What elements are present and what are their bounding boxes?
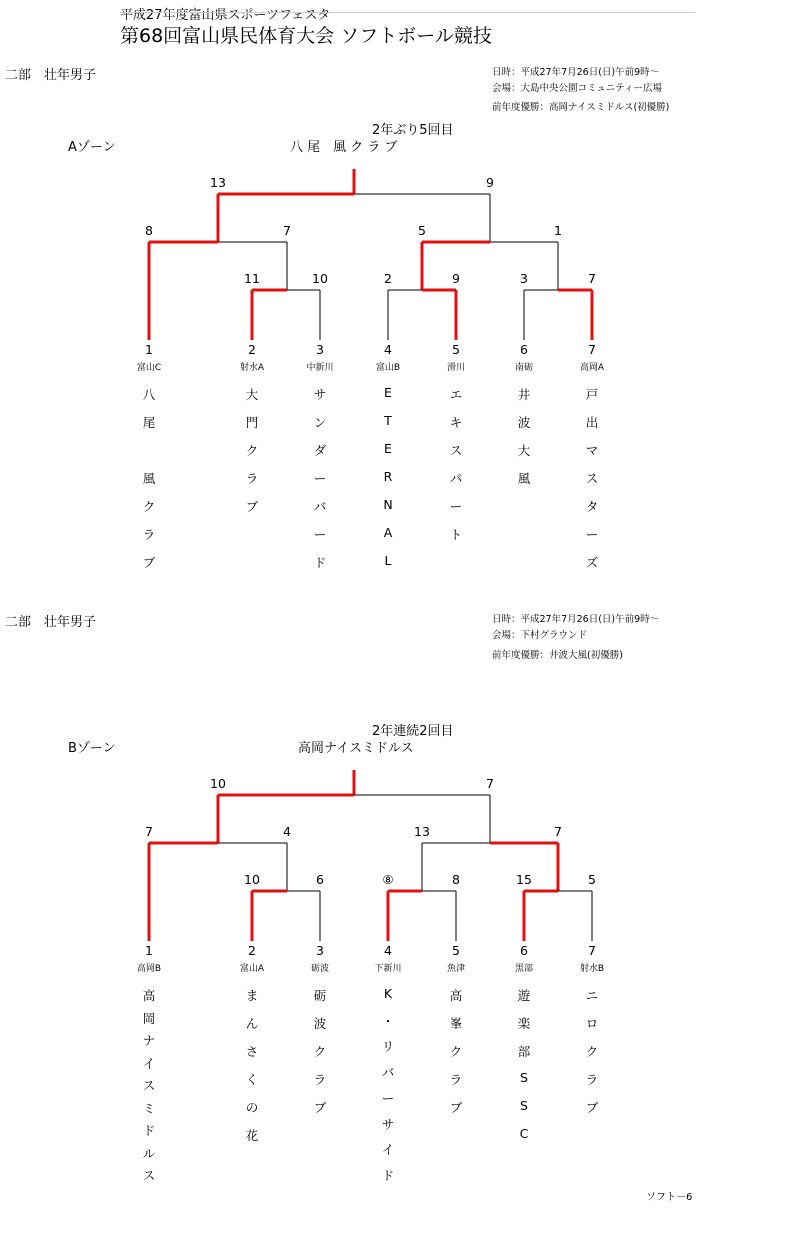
zone-a-date: 日時：平成27年7月26日(日)午前9時～ — [492, 67, 660, 78]
zone-b-champion: 高岡ナイスミドルス — [298, 741, 414, 756]
team-name-char: S — [520, 1098, 528, 1113]
team-name-char: 門 — [245, 415, 259, 430]
team-name-char: ー — [313, 527, 327, 542]
zone-b-label: Bゾーン — [68, 741, 116, 756]
seed-number: 4 — [384, 342, 392, 357]
team-name-char: ラ — [585, 1072, 599, 1087]
team-name-char: ん — [245, 1016, 259, 1031]
team-name-char: ・ — [381, 1013, 395, 1029]
team-name-char: ロ — [585, 1016, 599, 1031]
team-name-char: ー — [381, 1090, 395, 1106]
team-name-char: E — [384, 441, 392, 456]
team-name-char: A — [383, 525, 393, 540]
team-name-char: 尾 — [142, 415, 156, 430]
team-name-char: サ — [313, 387, 327, 402]
score-label: 7 — [588, 271, 596, 286]
score-label: 2 — [384, 271, 392, 286]
team-name-char: く — [245, 1072, 259, 1087]
team-name-char: ブ — [313, 1100, 327, 1115]
team-name-char: ン — [313, 415, 327, 430]
score-label: 7 — [554, 824, 562, 839]
team-name-char: ル — [142, 1145, 156, 1161]
score-label: 5 — [418, 223, 426, 238]
team-name-char: 花 — [245, 1128, 259, 1143]
team-name-char: ブ — [245, 499, 259, 514]
team-short-name: 射水B — [579, 964, 605, 974]
team-name-char: 楽 — [517, 1016, 531, 1031]
team-name-char: ド — [381, 1168, 395, 1183]
team-name-char: パ — [449, 471, 463, 486]
score-label: 13 — [414, 824, 430, 839]
seed-number: 2 — [248, 342, 256, 357]
seed-number: 3 — [316, 943, 324, 958]
zone-b-champion-note: 2年連続2回目 — [372, 724, 454, 739]
seed-number: 6 — [520, 943, 528, 958]
team-name-char: ニ — [585, 988, 599, 1003]
team-name-char: ス — [142, 1078, 156, 1093]
score-label: 7 — [486, 776, 494, 791]
team-short-name: 魚津 — [446, 964, 465, 974]
zone-b-venue: 会場：下村グラウンド — [492, 630, 588, 641]
event-subtitle: 平成27年度富山県スポーツフェスタ — [120, 8, 331, 23]
team-name-char: 峯 — [449, 1016, 463, 1031]
zone-b-division: 二部 壮年男子 — [5, 615, 97, 630]
score-label: 5 — [588, 872, 596, 887]
team-name-char: L — [384, 553, 392, 568]
team-name-char: ブ — [142, 555, 156, 570]
score-label: 13 — [210, 175, 226, 190]
team-short-name: 中新川 — [306, 363, 334, 373]
team-short-name: 滑川 — [446, 363, 465, 373]
team-name-char: ま — [245, 988, 259, 1003]
seed-number: 2 — [248, 943, 256, 958]
team-name-char: ク — [245, 443, 259, 458]
team-name-char: サ — [381, 1116, 395, 1132]
team-name-char: ブ — [585, 1100, 599, 1115]
team-name-char: 遊 — [517, 988, 531, 1003]
team-name-char: ミ — [142, 1100, 156, 1116]
team-name-char: E — [384, 385, 392, 400]
team-name-char: 戸 — [585, 387, 599, 402]
team-name-char: 高 — [142, 988, 156, 1003]
team-short-name: 射水A — [239, 363, 265, 373]
team-short-name: 砺波 — [310, 964, 329, 974]
team-name-char: 八 — [142, 387, 156, 402]
team-name-char: C — [519, 1126, 529, 1141]
score-label: 11 — [244, 271, 260, 286]
team-name-char: ズ — [585, 555, 599, 570]
seed-number: 7 — [588, 943, 596, 958]
team-name-char: ク — [585, 1044, 599, 1059]
team-name-char: さ — [245, 1044, 259, 1059]
score-label: 9 — [486, 175, 494, 190]
seed-number: 4 — [384, 943, 392, 958]
team-name-char: リ — [381, 1039, 395, 1055]
team-name-char: 風 — [142, 471, 156, 486]
team-name-char: ド — [313, 555, 327, 570]
team-name-char: ラ — [313, 1072, 327, 1087]
team-name-char: キ — [449, 415, 463, 430]
score-label: 4 — [283, 824, 291, 839]
score-label: 9 — [452, 271, 460, 286]
team-name-char: 大 — [245, 387, 259, 402]
score-label: ⑧ — [382, 872, 394, 887]
team-short-name: 南砺 — [514, 363, 533, 373]
team-short-name: 高岡B — [136, 964, 162, 974]
team-name-char: ブ — [449, 1100, 463, 1115]
team-name-char: R — [383, 469, 393, 484]
score-label: 10 — [210, 776, 226, 791]
team-name-char: 大 — [517, 443, 531, 458]
team-name-char: の — [245, 1100, 259, 1115]
team-name-char: ス — [585, 471, 599, 486]
score-label: 15 — [516, 872, 532, 887]
team-name-char: 井 — [517, 387, 531, 402]
team-name-char: ラ — [142, 527, 156, 542]
zone-a-label: Aゾーン — [68, 140, 116, 155]
seed-number: 5 — [452, 943, 460, 958]
team-name-char: ス — [142, 1168, 156, 1183]
team-name-char: 出 — [585, 415, 599, 430]
team-name-char: 風 — [517, 471, 531, 486]
team-name-char: ー — [313, 471, 327, 486]
team-name-char: エ — [449, 387, 463, 402]
event-title: 第68回富山県民体育大会 ソフトボール競技 — [120, 25, 492, 47]
team-name-char: バ — [313, 499, 327, 514]
page-number: ソフト－6 — [646, 1192, 693, 1203]
team-name-char: 高 — [449, 988, 463, 1003]
team-name-char: ー — [585, 527, 599, 542]
score-label: 1 — [554, 223, 562, 238]
zone-a-division: 二部 壮年男子 — [5, 68, 97, 83]
team-name-char: ー — [449, 499, 463, 514]
team-name-char: ラ — [449, 1072, 463, 1087]
team-name-char: マ — [585, 443, 599, 458]
score-label: 7 — [145, 824, 153, 839]
team-name-char: ク — [142, 499, 156, 514]
team-name-char: ド — [142, 1123, 156, 1138]
score-label: 6 — [316, 872, 324, 887]
team-name-char: ラ — [245, 471, 259, 486]
team-name-char: S — [520, 1070, 528, 1085]
team-short-name: 高岡A — [579, 363, 605, 373]
zone-a-champion: 八 尾 風 ク ラ ブ — [290, 140, 398, 155]
zone-a-prev-winner: 前年度優勝：高岡ナイスミドルス(初優勝) — [492, 102, 670, 113]
seed-number: 6 — [520, 342, 528, 357]
team-name-char: 岡 — [142, 1010, 156, 1026]
team-short-name: 下新川 — [374, 964, 402, 974]
team-short-name: 富山A — [239, 964, 265, 974]
score-label: 3 — [520, 271, 528, 286]
team-name-char: T — [384, 413, 392, 428]
team-name-char: 部 — [517, 1044, 531, 1059]
team-name-char: イ — [142, 1055, 156, 1071]
zone-b-prev-winner: 前年度優勝：井波大風(初優勝) — [492, 650, 623, 661]
team-name-char: ク — [449, 1044, 463, 1059]
seed-number: 7 — [588, 342, 596, 357]
team-name-char: バ — [381, 1065, 395, 1081]
team-name-char: ナ — [142, 1033, 156, 1048]
team-name-char: 砺 — [313, 988, 327, 1003]
team-name-char: K — [383, 986, 393, 1001]
score-label: 10 — [244, 872, 260, 887]
team-name-char: ト — [449, 527, 463, 542]
team-short-name: 富山B — [375, 363, 401, 373]
team-name-char: ス — [449, 443, 463, 458]
seed-number: 3 — [316, 342, 324, 357]
team-name-char: イ — [381, 1142, 395, 1158]
score-label: 8 — [452, 872, 460, 887]
team-name-char: N — [383, 497, 393, 512]
seed-number: 1 — [145, 342, 153, 357]
score-label: 10 — [312, 271, 328, 286]
score-label: 7 — [283, 223, 291, 238]
team-name-char: 波 — [313, 1016, 327, 1031]
seed-number: 5 — [452, 342, 460, 357]
team-name-char: ダ — [313, 443, 327, 458]
zone-b-date: 日時：平成27年7月26日(日)午前9時～ — [492, 614, 660, 625]
zone-a-champion-note: 2年ぶり5回目 — [372, 123, 454, 138]
zone-a-venue: 会場：大島中央公園コミュニティー広場 — [492, 83, 663, 94]
team-short-name: 黒部 — [514, 964, 533, 974]
team-name-char: ク — [313, 1044, 327, 1059]
team-name-char: タ — [585, 499, 599, 514]
score-label: 8 — [145, 223, 153, 238]
team-name-char: 波 — [517, 415, 531, 430]
team-short-name: 富山C — [136, 363, 162, 373]
seed-number: 1 — [145, 943, 153, 958]
